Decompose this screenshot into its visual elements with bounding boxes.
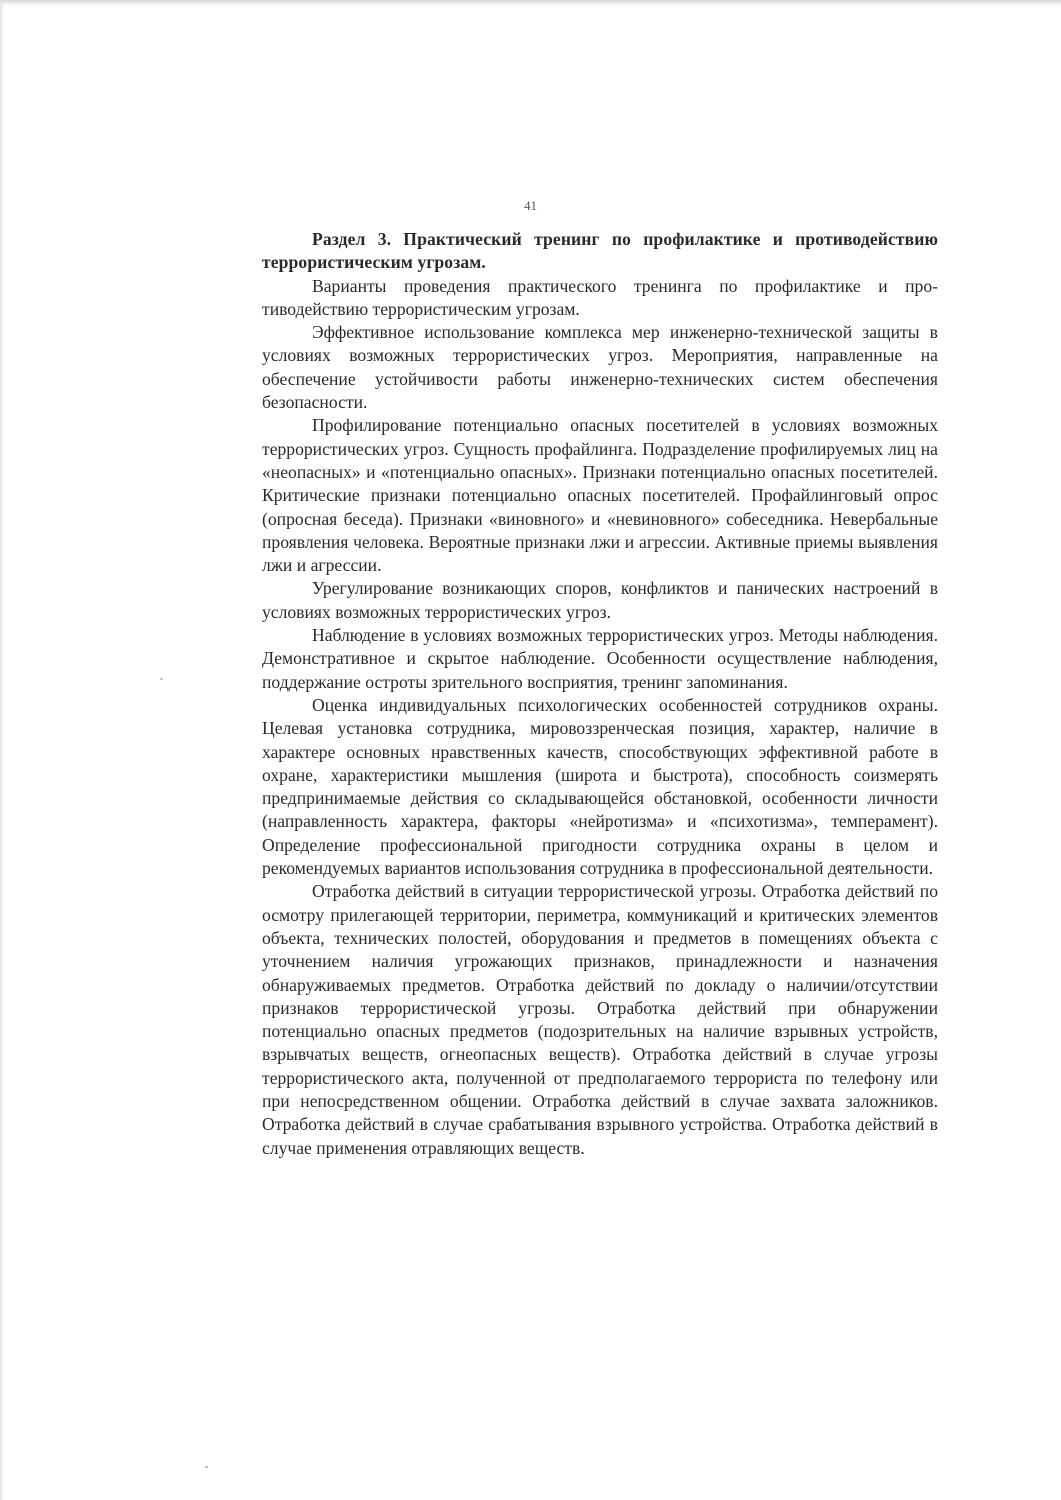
scan-edge-top — [0, 0, 1061, 6]
page-number: 41 — [524, 198, 537, 213]
paragraph: Эффективное использование комплекса мер инженерно-технической защиты в условиях возможных террористических угроз. Мероприятия, направленные на обеспечение устойчивости работы инженерно-технических систем обеспечения безопасности. — [262, 322, 938, 413]
scan-speck — [160, 678, 163, 680]
paragraph: Варианты проведения практического тренинга по профилактике и противодействию террористическим угрозам. — [262, 275, 938, 319]
paragraph: Урегулирование возникающих споров, конфликтов и панических настроений в условиях возможных террористических угроз. — [262, 578, 938, 622]
paragraph: Профилирование потенциально опасных посетителей в условиях возможных террористических угроз. Сущность профайлинга. Подразделение профилируемых лиц на «неопасных» и «потенциально опасных». Признаки потенциально опасных посетителей. Критические признаки потенциально опасных посетителей. Профайлинговый опрос (опросная беседа). Признаки «виновного» и «невиновного» собеседника. Невербальные проявления человека. Вероятные признаки лжи и агрессии. Активные приемы выявления лжи и агрессии. — [262, 415, 938, 576]
scan-edge-left — [0, 0, 4, 1500]
section-heading: Раздел 3. Практический тренинг по профилактике и противодействию террористическим угрозам. — [262, 229, 938, 273]
document-body — [262, 228, 938, 1160]
paragraph: Отработка действий в ситуации террористической угрозы. Отработка действий по осмотру прилегающей территории, периметра, коммуникаций и критических элементов объекта, технических полостей, оборудования и предметов в помещениях объекта с уточнением наличия угрожающих признаков, принадлежности и назначения обнаруживаемых предметов. Отработка действий по докладу о наличии/отсутствии признаков террористической угрозы. Отработка действий при обнаружении потенциально опасных предметов (подозрительных на наличие взрывных устройств, взрывчатых веществ, огнеопасных веществ). Отработка действий в случае угрозы террористического акта, полученной от предполагаемого террориста по телефону или при непосредственном общении. Отработка действий в случае захвата заложников. Отработка действий в случае срабатывания взрывного устройства. Отработка действий в случае применения отравляющих веществ. — [262, 881, 938, 1158]
paragraph: Наблюдение в условиях возможных террористических угроз. Методы наблюдения. Демонстративное и скрытое наблюдение. Особенности осуществление наблюдения, поддержание остроты зрительного восприятия, тренинг запоминания. — [262, 625, 938, 692]
scan-speck — [205, 1466, 208, 1468]
paragraph: Оценка индивидуальных психологических особенностей сотрудников охраны. Целевая установка сотрудника, мировоззренческая позиция, характер, наличие в характере основных нравственных качеств, способствующих эффективной работе в охране, характеристики мышления (широта и быстрота), способность соизмерять предпринимаемые действия со складывающейся обстановкой, особенности личности (направленность характера, факторы «нейротизма» и «психотизма», темперамент). Определение профессиональной пригодности сотрудника охраны в целом и рекомендуемых вариантов использования сотрудника в профессиональной деятельности. — [262, 694, 938, 879]
